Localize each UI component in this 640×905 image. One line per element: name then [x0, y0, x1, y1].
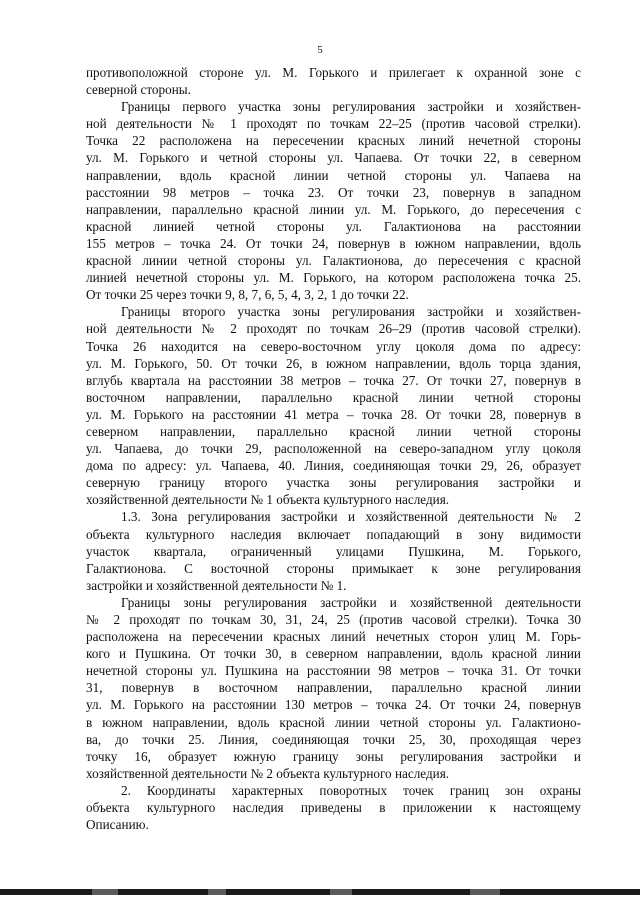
text-line: ной деятельности № 1 проходят по точкам 22–25 (против часовой стрелки). [86, 116, 581, 132]
text-line: Галактионова. С восточной стороны примыкает к зоне регулирования [86, 560, 581, 576]
text-line: в южном направлении, вдоль красной линии четной стороны ул. Галактионо- [86, 714, 581, 730]
text-line: дома по адресу: ул. Чапаева, 40. Линия, соединяющая точки 29, 26, образует [86, 458, 581, 474]
paragraph [86, 508, 581, 593]
text-line: застройки и хозяйственной деятельности № 1. [86, 577, 347, 593]
text-line: расположена на пересечении красных линий нечетных сторон улиц М. Горь- [86, 629, 581, 645]
text-line: Описанию. [86, 817, 149, 833]
text-line: участок квартала, ограниченный улицами Пушкина, М. Горького, [86, 543, 581, 559]
footer-bar [0, 889, 640, 895]
paragraph [86, 303, 581, 508]
text-line: ул. М. Горького и четной стороны ул. Чапаева. От точки 22, в северном [86, 150, 581, 166]
text-line: объекта культурного наследия включает попадающий в зону видимости [86, 526, 581, 542]
text-line: восточном направлении, параллельно красной линии четной стороны [86, 389, 581, 405]
text-line: Точка 26 находится на северо-восточном углу цоколя дома по адресу: [86, 338, 581, 354]
text-line: ул. Чапаева, до точки 29, расположенной на северо-западном углу цоколя [86, 441, 581, 457]
text-line: расстоянии 98 метров – точка 23. От точки 23, повернув в западном [86, 184, 581, 200]
text-line: хозяйственной деятельности № 2 объекта культурного наследия. [86, 765, 450, 781]
text-line: вглубь квартала на расстоянии 38 метров – точка 27. От точки 27, повернув в [86, 372, 581, 388]
text-line: Границы первого участка зоны регулирования застройки и хозяйствен- [121, 99, 581, 115]
text-line: ва, до точки 25. Линия, соединяющая точки 25, 30, проходящая через [86, 731, 581, 747]
text-line: Границы зоны регулирования застройки и хозяйственной деятельности [121, 594, 581, 610]
text-line: направлении, параллельно красной линии ул. М. Горького, до пересечения с [86, 201, 581, 217]
paragraph [86, 64, 581, 98]
text-line: северной стороны. [86, 82, 191, 98]
text-line: ул. М. Горького, 50. От точки 26, в южном направлении, вдоль торца здания, [86, 355, 581, 371]
paragraph [86, 594, 581, 782]
text-line: От точки 25 через точки 9, 8, 7, 6, 5, 4, 3, 2, 1 до точки 22. [86, 287, 409, 303]
text-line: № 2 проходят по точкам 30, 31, 24, 25 (против часовой стрелки). Точка 30 [86, 612, 581, 627]
text-line: 1.3. Зона регулирования застройки и хозяйственной деятельности № 2 [121, 509, 581, 525]
text-line: направлении, вдоль красной линии четной стороны ул. Чапаева на [86, 167, 581, 183]
text-line: линией нечетной стороны ул. М. Горького, на котором расположена точка 25. [86, 270, 581, 286]
text-line: северном направлении, параллельно красной линии четной стороны [86, 423, 581, 439]
text-line: 155 метров – точка 24. От точки 24, повернув в южном направлении, вдоль [86, 235, 581, 251]
text-line: ной деятельности № 2 проходят по точкам 26–29 (против часовой стрелки). [86, 321, 581, 337]
text-line: противоположной стороне ул. М. Горького и прилегает к охранной зоне с [86, 65, 581, 80]
text-line: Границы второго участка зоны регулирования застройки и хозяйствен- [121, 304, 581, 320]
text-line: объекта культурного наследия приведены в приложении к настоящему [86, 800, 581, 816]
page-number: 5 [317, 44, 323, 56]
text-line: красной линии четной стороны ул. Галактионова, до пересечения с красной [86, 253, 581, 269]
text-line: кого и Пушкина. От точки 30, в северном направлении, вдоль красной линии [86, 646, 581, 662]
text-line: ул. М. Горького на расстоянии 130 метров – точка 24. От точки 24, повернув [86, 697, 581, 713]
text-line: точку 16, образует южную границу зоны регулирования застройки и [86, 748, 581, 764]
text-line: 2. Координаты характерных поворотных точек границ зон охраны [121, 782, 581, 798]
text-line: нечетной стороны ул. Пушкина на расстоянии 98 метров – точка 31. От точки [86, 663, 581, 679]
text-line: северную границу второго участка зоны регулирования застройки и [86, 475, 581, 491]
text-line: хозяйственной деятельности № 1 объекта культурного наследия. [86, 492, 450, 508]
text-line: красной линией четной стороны ул. Галактионова на расстоянии [86, 218, 581, 234]
paragraph [86, 782, 581, 833]
document-text [86, 64, 581, 833]
text-line: Точка 22 расположена на пересечении красных линий нечетной стороны [86, 133, 581, 149]
paragraph [86, 98, 581, 303]
text-line: 31, повернув в восточном направлении, параллельно красной линии [86, 680, 581, 696]
text-line: ул. М. Горького на расстоянии 41 метра – точка 28. От точки 28, повернув в [86, 406, 581, 422]
